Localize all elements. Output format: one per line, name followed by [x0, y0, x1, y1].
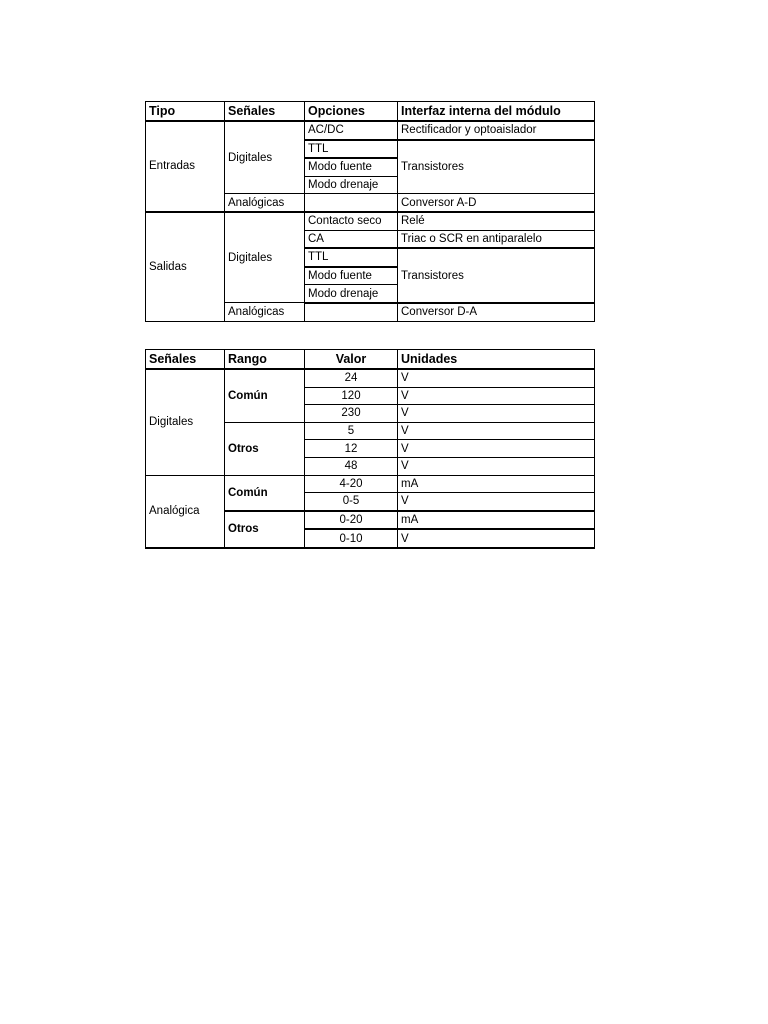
rango-otros-cell: Otros: [225, 511, 305, 548]
opcion-cell: Contacto seco: [305, 212, 398, 230]
tipo-salidas-cell: Salidas: [146, 212, 225, 321]
valor-cell: 48: [305, 457, 398, 475]
valor-cell: 120: [305, 387, 398, 405]
ranges-table: [145, 349, 595, 549]
table-header-row: [146, 350, 595, 370]
valor-cell: 0-20: [305, 511, 398, 530]
opcion-cell: Modo drenaje: [305, 176, 398, 194]
opcion-cell: CA: [305, 230, 398, 248]
interfaz-cell: Rectificador y optoaislador: [398, 121, 595, 140]
valor-cell: 5: [305, 422, 398, 440]
opcion-cell: [305, 194, 398, 212]
unidad-cell: V: [398, 457, 595, 475]
table-row: [146, 212, 595, 230]
header-senales: Señales: [225, 102, 305, 122]
table-header-row: [146, 102, 595, 122]
unidad-cell: V: [398, 529, 595, 548]
senal-analogicas-cell: Analógicas: [225, 194, 305, 212]
unidad-cell: V: [398, 405, 595, 423]
rango-comun-cell: Común: [225, 475, 305, 511]
unidad-cell: mA: [398, 475, 595, 493]
opcion-cell: TTL: [305, 140, 398, 159]
rango-comun-cell: Común: [225, 369, 305, 422]
senal-digitales-cell: Digitales: [225, 121, 305, 194]
interfaz-cell: Relé: [398, 212, 595, 230]
unidad-cell: V: [398, 493, 595, 511]
interfaz-cell: Triac o SCR en antiparalelo: [398, 230, 595, 248]
header-valor: Valor: [305, 350, 398, 370]
valor-cell: 0-5: [305, 493, 398, 511]
table-row: [146, 121, 595, 140]
header-rango: Rango: [225, 350, 305, 370]
unidad-cell: V: [398, 440, 595, 458]
senal-analogicas-cell: Analógicas: [225, 303, 305, 321]
unidad-cell: V: [398, 387, 595, 405]
table-row: [146, 369, 595, 387]
header-interfaz: Interfaz interna del módulo: [398, 102, 595, 122]
unidad-cell: V: [398, 369, 595, 387]
interfaz-cell: Transistores: [398, 140, 595, 194]
senal-digitales-cell: Digitales: [146, 369, 225, 475]
senal-analogica-cell: Analógica: [146, 475, 225, 548]
valor-cell: 24: [305, 369, 398, 387]
opcion-cell: [305, 303, 398, 321]
opcion-cell: TTL: [305, 248, 398, 267]
unidad-cell: V: [398, 422, 595, 440]
valor-cell: 0-10: [305, 529, 398, 548]
interfaz-cell: Conversor A-D: [398, 194, 595, 212]
header-senales: Señales: [146, 350, 225, 370]
valor-cell: 230: [305, 405, 398, 423]
rango-otros-cell: Otros: [225, 422, 305, 475]
table-row: [146, 475, 595, 493]
interfaz-cell: Transistores: [398, 248, 595, 303]
unidad-cell: mA: [398, 511, 595, 530]
header-opciones: Opciones: [305, 102, 398, 122]
opcion-cell: AC/DC: [305, 121, 398, 140]
tipo-entradas-cell: Entradas: [146, 121, 225, 212]
valor-cell: 12: [305, 440, 398, 458]
header-tipo: Tipo: [146, 102, 225, 122]
opcion-cell: Modo drenaje: [305, 285, 398, 303]
interfaz-cell: Conversor D-A: [398, 303, 595, 321]
header-unidades: Unidades: [398, 350, 595, 370]
opcion-cell: Modo fuente: [305, 267, 398, 285]
valor-cell: 4-20: [305, 475, 398, 493]
opcion-cell: Modo fuente: [305, 158, 398, 176]
modules-table: [145, 101, 595, 322]
senal-digitales-cell: Digitales: [225, 212, 305, 303]
